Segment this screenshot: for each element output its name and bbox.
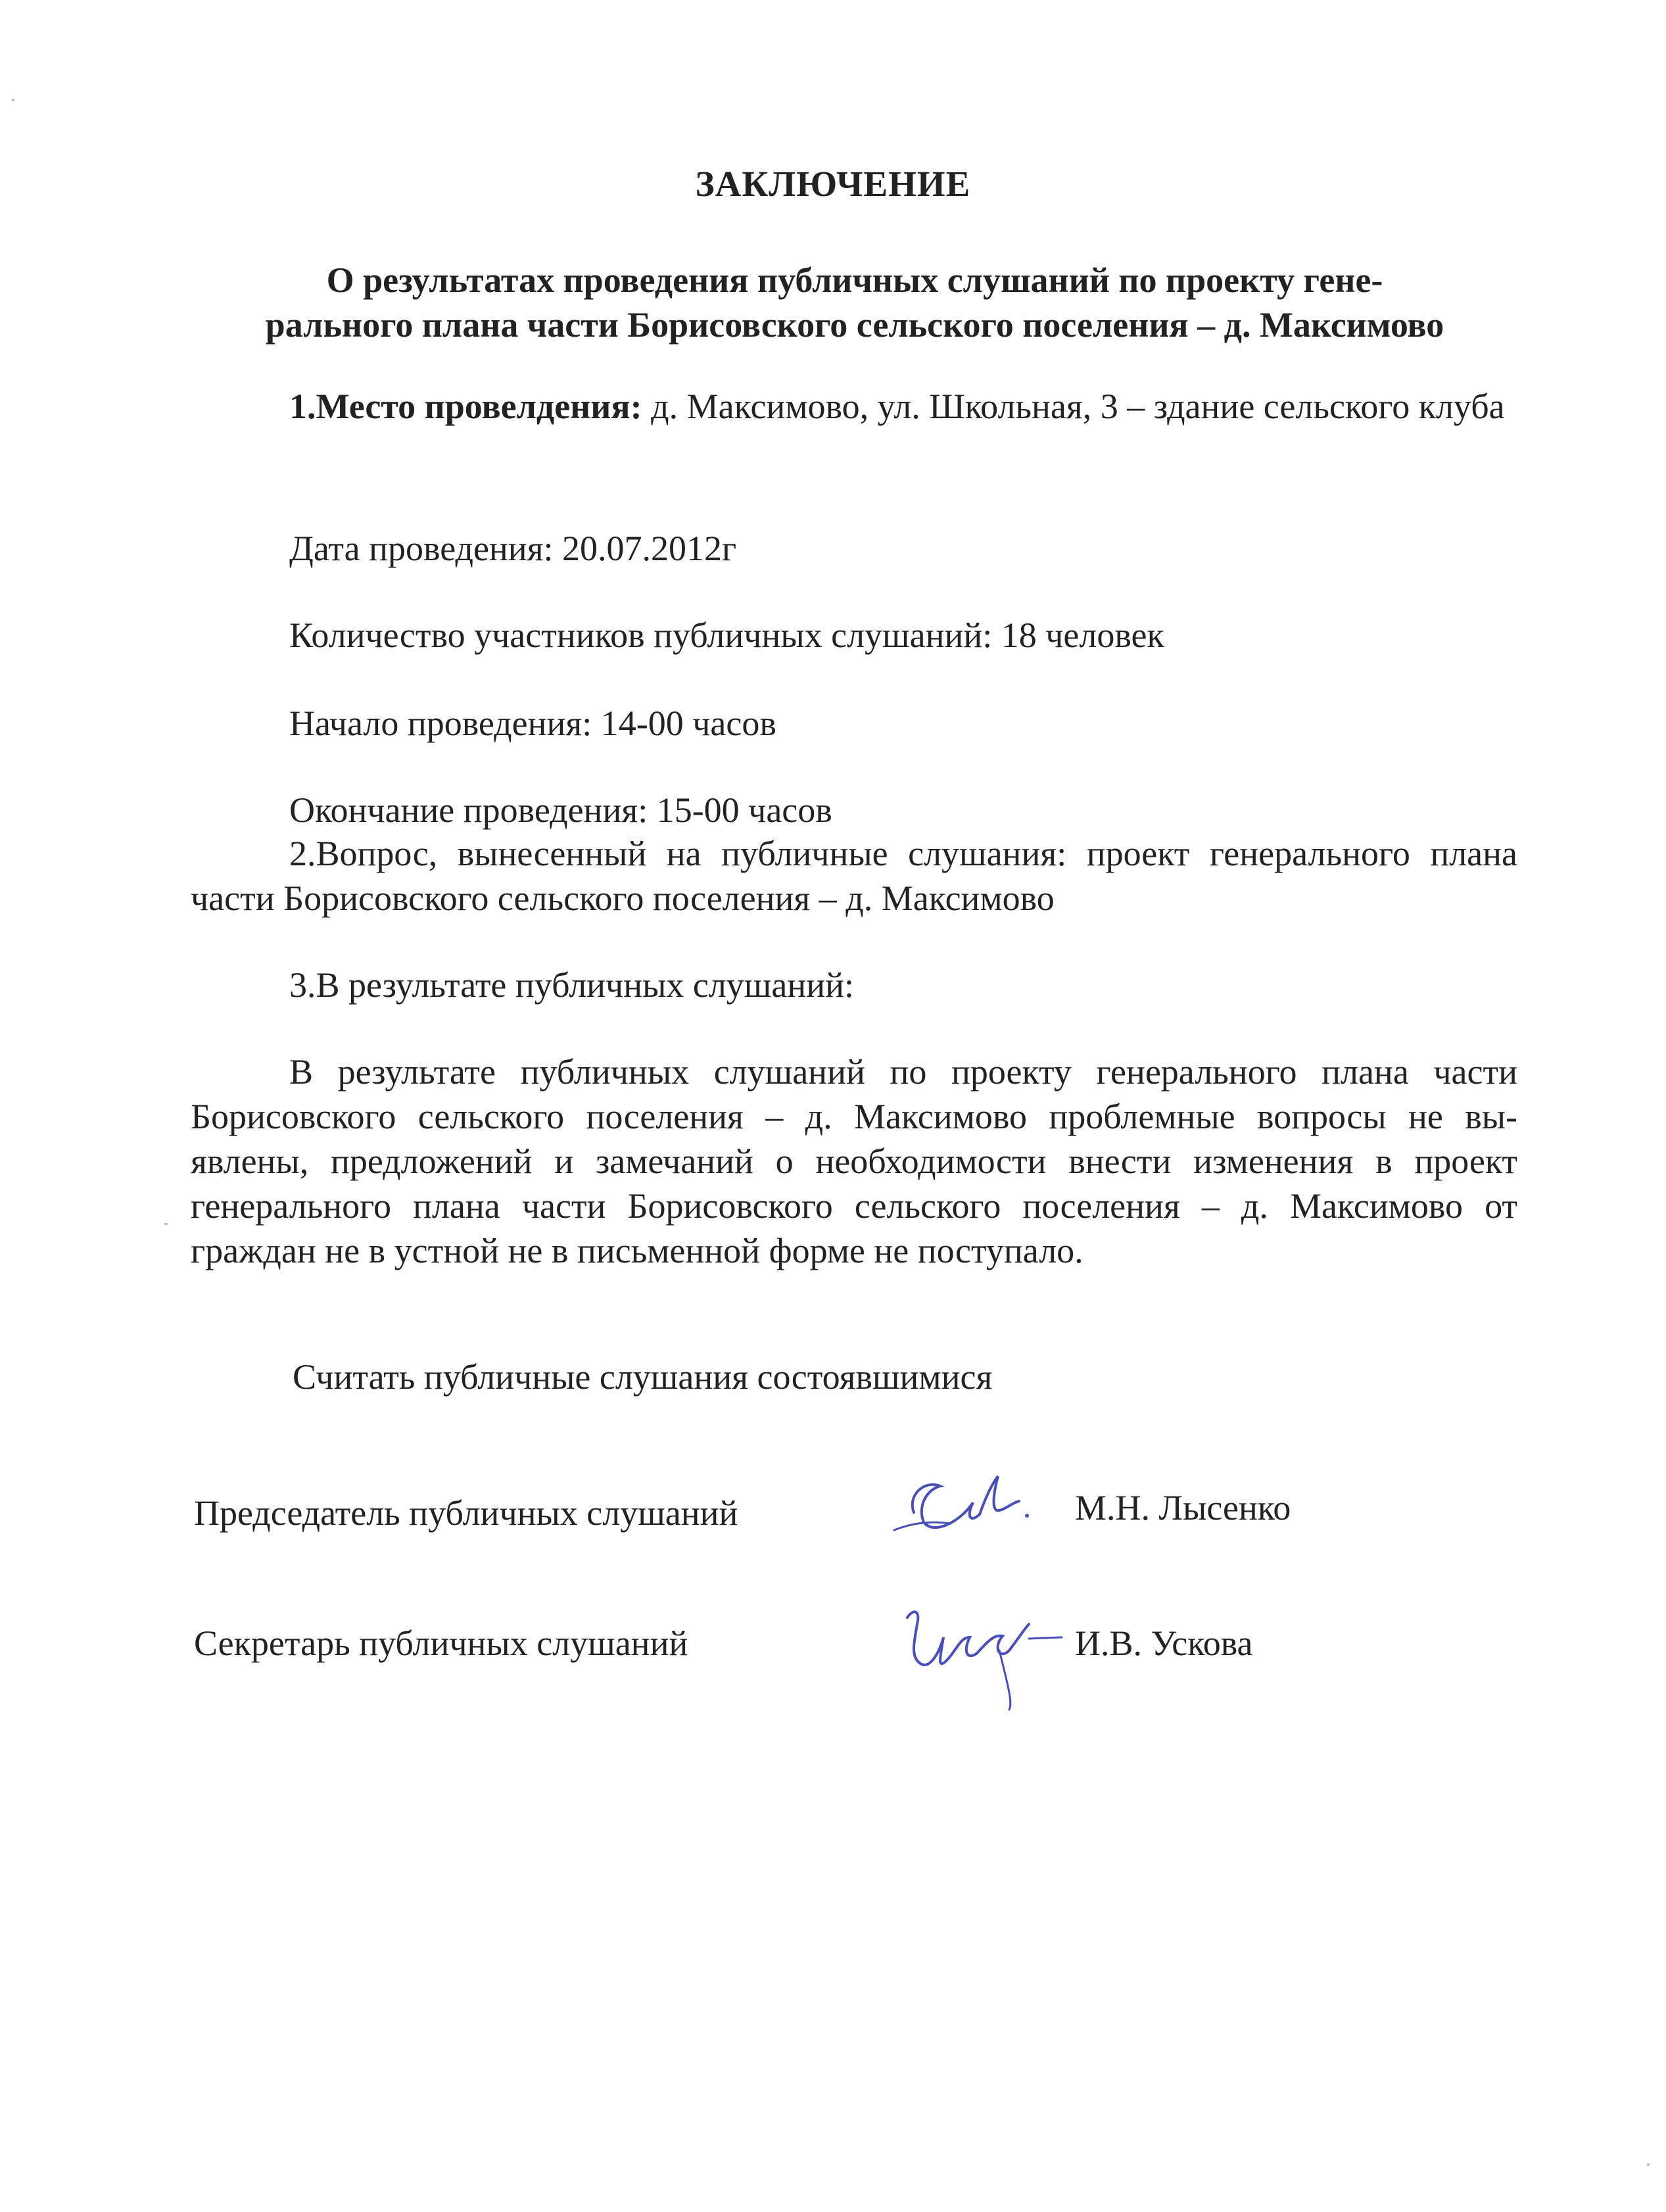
start-time-line: Начало проведения: 14-00 часов [289, 704, 776, 743]
secretary-signature [894, 1598, 1078, 1716]
chairman-name: М.Н. Лысенко [1075, 1488, 1291, 1527]
scan-speck [12, 99, 14, 101]
result-paragraph: В результате публичных слушаний по проекту генерального плана части Борисовского сельского поселения – д. Максимово проблемные вопросы не вы-явлены, предложений и замечаний о необходимости внести изменения в проект генерального плана части Борисовского сельского поселения – д. Максимово от граждан не в устной не в письменной форме не поступало. [191, 1052, 1517, 1270]
subtitle-line-1: О результатах проведения публичных слушаний по проекту гене- [326, 260, 1383, 300]
document-subtitle [210, 258, 1499, 347]
conclusion-line: Считать публичные слушания состоявшимися [293, 1357, 993, 1397]
chairman-signature [888, 1450, 1052, 1549]
place-label: 1.Место провелдения: [289, 387, 642, 426]
participants-line: Количество участников публичных слушаний: 18 человек [289, 615, 1164, 655]
chairman-role: Председатель публичных слушаний [194, 1493, 738, 1533]
question-paragraph: 2.Вопрос, вынесенный на публичные слушания: проект генерального плана части Борисовского сельского поселения – д. Максимово [191, 834, 1517, 918]
document-title: ЗАКЛЮЧЕНИЕ [695, 164, 971, 204]
subtitle-line-2: рального плана части Борисовского сельского поселения – д. Максимово [265, 305, 1444, 345]
scan-speck [164, 1223, 168, 1225]
place-paragraph [191, 384, 1517, 429]
secretary-name: И.В. Ускова [1075, 1623, 1253, 1663]
result-heading: 3.В результате публичных слушаний: [289, 965, 855, 1005]
end-time-line: Окончание проведения: 15-00 часов [289, 790, 832, 830]
secretary-role: Секретарь публичных слушаний [194, 1623, 688, 1663]
place-value: д. Максимово, ул. Школьная, 3 – здание сельского клуба [642, 387, 1505, 426]
date-line: Дата проведения: 20.07.2012г [289, 529, 737, 568]
scan-speck [1647, 2163, 1650, 2166]
